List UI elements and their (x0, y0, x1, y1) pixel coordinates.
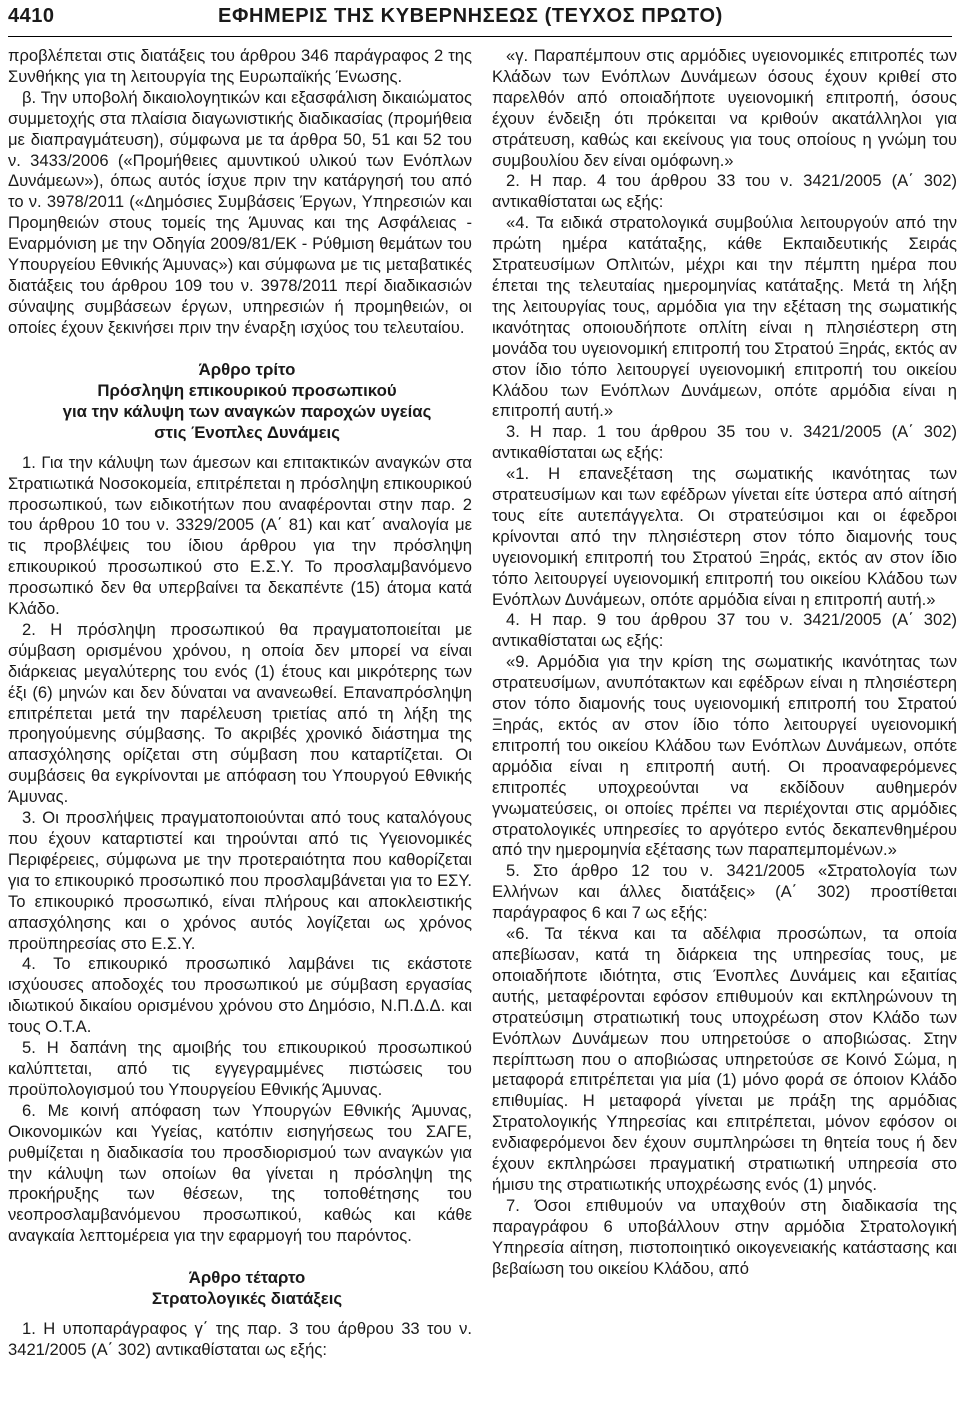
journal-title: ΕΦΗΜΕΡΙΣ ΤΗΣ ΚΥΒΕΡΝΗΣΕΩΣ (ΤΕΥΧΟΣ ΠΡΩΤΟ) (218, 5, 723, 27)
article-4-paragraph-1: 1. Η υποπαράγραφος γ΄ της παρ. 3 του άρθρου 33 του ν. 3421/2005 (Α΄ 302) αντικαθίσταται ως εξής: (8, 1319, 472, 1360)
paragraph-intro: προβλέπεται στις διατάξεις του άρθρου 346 παράγραφος 2 της Συνθήκης για τη λειτουργία της Ευρωπαϊκής Ένωσης. (8, 46, 472, 86)
left-column (8, 46, 472, 1419)
article-3-paragraph-2: 2. Η πρόσληψη προσωπικού θα πραγματοποιείται με σύμβαση ορισμένου χρόνου, η οποία δεν μπορεί να είναι διάρκειας μεγαλύτερης του ενός (1) έτους και μικρότερης των έξι (6) μηνών και δεν δύναται να ανανεωθεί. Επαναπρόσληψη επιτρέπεται μετά την παρέλευση τριετίας από τη λήξη της προηγούμενης σύμβασης. Το ακριβές χρονικό διάστημα της απασχόλησης ορίζεται στη σύμβαση που καταρτίζεται. Οι συμβάσεις θα εγκρίνονται με απόφαση του Υπουργού Εθνικής Άμυνας. (8, 619, 472, 807)
right-paragraph-8: 5. Στο άρθρο 12 του ν. 3421/2005 «Στρατολογία των Ελλήνων και άλλες διατάξεις» (Α΄ 302) προστίθεται παράγραφος 6 και 7 ως εξής: (492, 861, 957, 923)
page-number: 4410 (8, 5, 55, 27)
article-3-subtitle-line-3: στις Ένοπλες Δυνάμεις (154, 422, 340, 442)
right-paragraph-10: 7. Όσοι επιθυμούν να υπαχθούν στη διαδικασία της παραγράφου 6 υποβάλλουν στην αρμόδια Στρατολογική Υπηρεσία αίτηση, πιστοποιητικό οικογενειακής κατάστασης και βεβαίωση του οικείου Κλάδου, από (492, 1195, 957, 1278)
right-paragraph-2: 2. Η παρ. 4 του άρθρου 33 του ν. 3421/2005 (Α΄ 302) αντικαθίσταται ως εξής: (492, 171, 957, 212)
right-paragraph-4: 3. Η παρ. 1 του άρθρου 35 του ν. 3421/2005 (Α΄ 302) αντικαθίσταται ως εξής: (492, 422, 957, 463)
page-header (8, 0, 952, 37)
spacer (8, 1247, 472, 1267)
right-paragraph-3: «4. Τα ειδικά στρατολογικά συμβούλια λειτουργούν από την πρώτη ημέρα κατάταξης, κάθε Εκπαιδευτικής Σειράς Στρατευσίμων Οπλιτών, μέχρι και την πέμπτη ημέρα που έπεται της τελευταίας ημερομηνίας κατάταξης. Μετά τη λήξη της λειτουργίας τους, αρμόδια για την εξέταση της σωματικής ικανότητας οποιουδήποτε οπλίτη είναι η πλησιέστερη στη μονάδα του υγειονομική επιτροπή του Στρατού Ξηράς, εκτός αν στον ίδιο τόπο λειτουργεί υγειονομική επιτροπή του οικείου Κλάδου των Ενόπλων Δυνάμεων, οπότε αρμόδια είναι η επιτροπή αυτή.» (492, 213, 957, 421)
right-paragraph-5: «1. Η επανεξέταση της σωματικής ικανότητας των στρατευσίμων και των εφέδρων γίνεται είτε ύστερα από αίτησή τους είτε αυτεπάγγελτα. Οι στρατεύσιμοι και οι έφεδροι κρίνονται από την πλησιέστερη στον τόπο διαμονής τους υγειονομική επιτροπή του Στρατού Ξηράς, εκτός αν στον ίδιο τόπο λειτουργεί υγειονομική επιτροπή του οικείου Κλάδου των Ενόπλων Δυνάμεων, οπότε αρμόδια είναι η επιτροπή αυτή.» (492, 464, 957, 609)
right-paragraph-1: «γ. Παραπέμπουν στις αρμόδιες υγειονομικές επιτροπές των Κλάδων των Ενόπλων Δυνάμεων όσους έχουν κριθεί στο παρελθόν από οποιαδήποτε υγειονομική επιτροπή, όσους έχουν ένδειξη ότι πρόκειται να κριθούν ακατάλληλοι για στράτευση, καθώς και εκείνους για τους οποίους η γνώμη του συμβουλίου δεν είναι ομόφωνη.» (492, 46, 957, 170)
right-paragraph-9: «6. Τα τέκνα και τα αδέλφια προσώπων, τα οποία απεβίωσαν, κατά τη διάρκεια της υπηρεσίας τους, με οποιαδήποτε ιδιότητα, στις Ένοπλες Δυνάμεις και εξαιτίας αυτής, μεταφέρονται εφόσον επιθυμούν και εκπληρώνουν τη στρατεύσιμη στρατιωτική τους υποχρέωση στον Κλάδο των Ενόπλων Δυνάμεων που υπηρετούσε ο αποβιώσας. Στην περίπτωση που ο αποβιώσας υπηρετούσε σε Κοινό Σώμα, η μεταφορά επιτρέπεται για μία (1) μόνο φορά σε όποιον Κλάδο επιθυμίας. Η μεταφορά γίνεται με πράξη της αρμόδιας Στρατολογικής Υπηρεσίας και επιτρέπεται, μόνον εφόσον οι ενδιαφερόμενοι δεν έχουν συμπληρώσει τη θητεία τους ή δεν έχουν εκπληρώσει πραγματική στρατιωτική υπηρεσία στο ήμισυ της στρατιωτικής υποχρέωσης ενός (1) μηνός. (492, 924, 957, 1194)
paragraph-beta: β. Την υποβολή δικαιολογητικών και εξασφάλιση δικαιώματος συμμετοχής στα πλαίσια διαγωνιστικής διαδικασίας (προμήθεια με διαπραγμάτευση), σύμφωνα με τα άρθρα 50, 51 και 52 του ν. 3433/2006 («Προμήθειες αμυντικού υλικού των Ενόπλων Δυνάμεων»), όπως αυτός ίσχυε πριν την κατάργησή του από το ν. 3978/2011 («Δημόσιες Συμβάσεις Έργων, Υπηρεσιών και Προμηθειών στους τομείς της Άμυνας και της Ασφάλειας - Εναρμόνιση με την Οδηγία 2009/81/ΕΚ - Ρύθμιση θεμάτων του Υπουργείου Εθνικής Άμυνας») και σύμφωνα με τις μεταβατικές διατάξεις του άρθρου 109 του ν. 3978/2011 περί διαδικασιών σύναψης συμβάσεων έργων, υπηρεσιών ή προμηθειών, οι οποίες έχουν ξεκινήσει πριν την έναρξη ισχύος του τελευταίου. (8, 87, 472, 337)
article-3-subtitle-line-1: Πρόσληψη επικουρικού προσωπικού (97, 380, 397, 400)
article-3-paragraph-5: 5. Η δαπάνη της αμοιβής του επικουρικού προσωπικού καλύπτεται, από τις εγγεγραμμένες πιστώσεις του προϋπολογισμού του Υπουργείου Εθνικής Άμυνας. (8, 1038, 472, 1099)
article-3-paragraph-4: 4. Το επικουρικό προσωπικό λαμβάνει τις εκάστοτε ισχύουσες αποδοχές του προσωπικού με σύμβαση εργασίας ιδιωτικού δικαίου ορισμένου χρόνου στο Δημόσιο, Ν.Π.Δ.Δ. και τους Ο.Τ.Α. (8, 954, 472, 1037)
spacer (8, 339, 472, 359)
article-4-subtitle: Στρατολογικές διατάξεις (151, 1289, 343, 1309)
right-column (492, 46, 957, 1419)
spacer (8, 1309, 472, 1319)
article-3-paragraph-6: 6. Με κοινή απόφαση των Υπουργών Εθνικής Άμυνας, Οικονομικών και Υγείας, κατόπιν εισηγήσεως του ΣΑΓΕ, ρυθμίζεται η διαδικασία του προσδιορισμού των αναγκών για την κάλυψη των οποίων θα γίνεται η πρόσληψη της προκήρυξης των θέσεων, της τοποθέτησης του νεοπροσλαμβανόμενου προσωπικού, καθώς και κάθε αναγκαία λεπτομέρεια για την εφαρμογή του παρόντος. (8, 1100, 472, 1246)
article-3-paragraph-3: 3. Οι προσλήψεις πραγματοποιούνται από τους καταλόγους που έχουν καταρτιστεί και τηρούνται από τις Υγειονομικές Περιφέρειες, σύμφωνα με την προτεραιότητα που καθορίζεται για το επικουρικό προσωπικό που προσλαμβάνεται για το ΕΣΥ. Το επικουρικό προσωπικό, είναι πλήρους και αποκλειστικής απασχόλησης και ο χρόνος αυτός λογίζεται ως χρόνος προϋπηρεσίας στο Ε.Σ.Υ. (8, 808, 472, 953)
right-paragraph-6: 4. Η παρ. 9 του άρθρου 37 του ν. 3421/2005 (Α΄ 302) αντικαθίσταται ως εξής: (492, 610, 957, 651)
right-paragraph-7: «9. Αρμόδια για την κρίση της σωματικής ικανότητας των στρατευσίμων, ανυπότακτων και εφέδρων είναι η πλησιέστερη στον τόπο διαμονής τους υγειονομική επιτροπή του Στρατού Ξηράς, εκτός αν στον ίδιο τόπο λειτουργεί υγειονομική επιτροπή του οικείου Κλάδου των Ενόπλων Δυνάμεων, οπότε αρμόδια είναι η επιτροπή αυτή. Οι προαναφερόμενες επιτροπές υποχρεούνται να εκδίδουν αυθημερόν γνωματεύσεις, οι οποίες πρέπει να περιέχονται στις αρμόδιες στρατολογικές υπηρεσίες το αργότερο εντός δεκαπενθημέρου από την ημερομηνία εξέτασης των παραπεμπομένων.» (492, 652, 957, 860)
article-3-title: Άρθρο τρίτο (198, 359, 296, 379)
article-3-subtitle-line-2: για την κάλυψη των αναγκών παροχών υγείας (62, 401, 432, 421)
spacer (8, 443, 472, 453)
article-3-paragraph-1: 1. Για την κάλυψη των άμεσων και επιτακτικών αναγκών στα Στρατιωτικά Νοσοκομεία, επιτρέπεται η πρόσληψη επικουρικού προσωπικού, των ειδικοτήτων που αναφέρονται στην παρ. 2 του άρθρου 10 του ν. 3329/2005 (Α΄ 81) και κατ΄ αναλογία με τις προβλέψεις του ίδιου άρθρου για την πρόσληψη επικουρικού προσωπικού στο Ε.Σ.Υ. Το προσλαμβανόμενο προσωπικό δεν θα υπερβαίνει τα δεκαπέντε (15) άτομα κατά Κλάδο. (8, 452, 472, 619)
article-4-title: Άρθρο τέταρτο (188, 1268, 306, 1288)
